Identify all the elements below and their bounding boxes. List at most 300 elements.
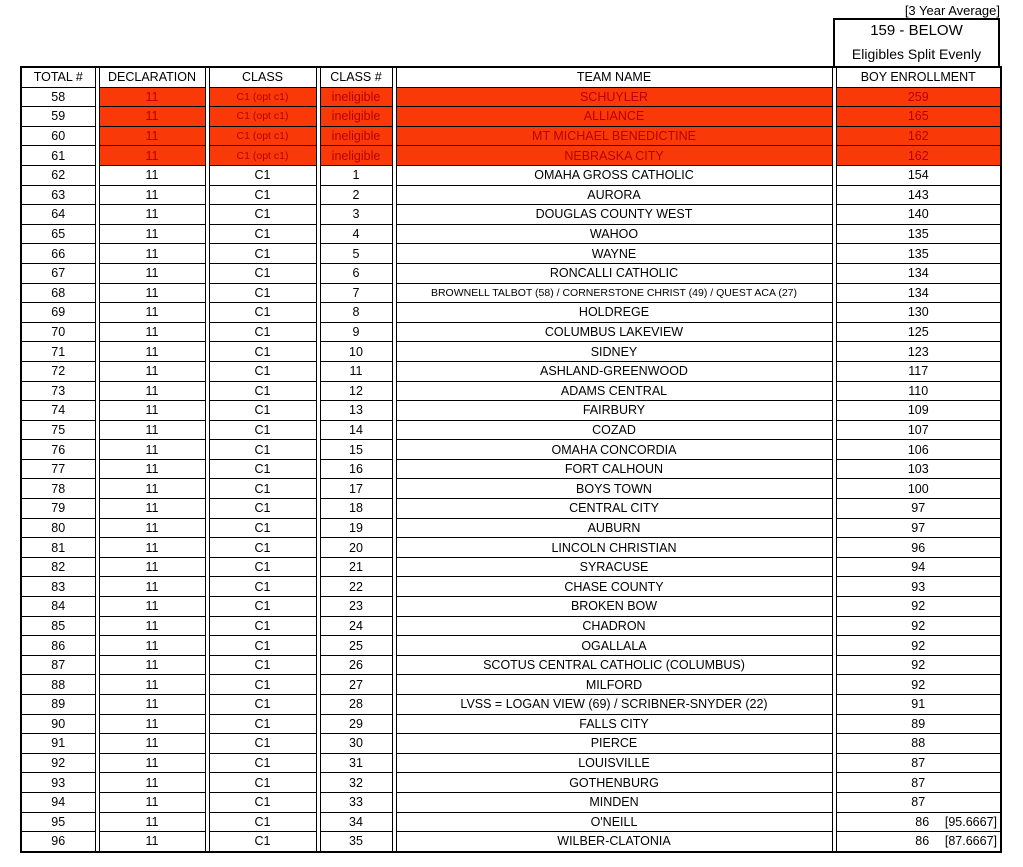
cell-boy-enrollment xyxy=(836,303,1001,323)
cell-declaration: 11 xyxy=(99,420,205,440)
cell-class: C1 xyxy=(209,420,316,440)
cell-class: C1 xyxy=(209,322,316,342)
cell-boy-enrollment xyxy=(836,205,1001,225)
cell-total: 78 xyxy=(21,479,95,499)
cell-boy-enrollment xyxy=(836,459,1001,479)
cell-class-number: 17 xyxy=(320,479,392,499)
cell-boy-enrollment xyxy=(836,440,1001,460)
cell-team-name: BOYS TOWN xyxy=(396,479,832,499)
cell-team-name: OGALLALA xyxy=(396,636,832,656)
cell-class: C1 (opt c1) xyxy=(209,87,316,107)
enrollment-value: 135 xyxy=(907,227,929,242)
cell-declaration: 11 xyxy=(99,695,205,715)
cell-class: C1 xyxy=(209,597,316,617)
cell-boy-enrollment xyxy=(836,734,1001,754)
cell-class-number: 3 xyxy=(320,205,392,225)
cell-total: 68 xyxy=(21,283,95,303)
enrollment-value: 123 xyxy=(907,344,929,359)
cell-total: 89 xyxy=(21,695,95,715)
table-row xyxy=(21,832,1001,852)
cell-class: C1 xyxy=(209,381,316,401)
table-row xyxy=(21,401,1001,421)
cell-team-name: O'NEILL xyxy=(396,812,832,832)
cell-class-number: 2 xyxy=(320,185,392,205)
cell-class: C1 (opt c1) xyxy=(209,107,316,127)
cell-declaration: 11 xyxy=(99,205,205,225)
cell-class: C1 xyxy=(209,577,316,597)
cell-total: 79 xyxy=(21,499,95,519)
cell-class-number: ineligible xyxy=(320,146,392,166)
cell-team-name: MINDEN xyxy=(396,792,832,812)
enrollment-value: 96 xyxy=(911,540,926,555)
cell-boy-enrollment xyxy=(836,107,1001,127)
cell-class-number: 13 xyxy=(320,401,392,421)
cell-total: 77 xyxy=(21,459,95,479)
cell-declaration: 11 xyxy=(99,381,205,401)
enrollment-value: 106 xyxy=(907,442,929,457)
cell-team-name: RONCALLI CATHOLIC xyxy=(396,263,832,283)
table-row xyxy=(21,695,1001,715)
enrollment-value: 89 xyxy=(911,716,926,731)
cell-team-name: SYRACUSE xyxy=(396,557,832,577)
enrollment-value: 86 xyxy=(915,814,930,829)
cell-total: 88 xyxy=(21,675,95,695)
cell-class: C1 xyxy=(209,361,316,381)
cell-declaration: 11 xyxy=(99,283,205,303)
cell-boy-enrollment xyxy=(836,224,1001,244)
cell-class-number: 31 xyxy=(320,753,392,773)
three-year-average-note: [3 Year Average] xyxy=(904,3,1000,18)
cell-total: 90 xyxy=(21,714,95,734)
enrollment-value: 97 xyxy=(911,520,926,535)
cell-declaration: 11 xyxy=(99,616,205,636)
enrollment-value: 117 xyxy=(908,364,929,379)
col-class: CLASS xyxy=(209,67,316,87)
cell-class-number: 4 xyxy=(320,224,392,244)
cell-declaration: 11 xyxy=(99,107,205,127)
table-row xyxy=(21,107,1001,127)
cell-boy-enrollment xyxy=(836,126,1001,146)
cell-total: 92 xyxy=(21,753,95,773)
cell-class: C1 xyxy=(209,244,316,264)
cell-boy-enrollment xyxy=(836,146,1001,166)
cell-class-number: 29 xyxy=(320,714,392,734)
cell-class: C1 xyxy=(209,263,316,283)
cell-class-number: 11 xyxy=(320,361,392,381)
cell-class-number: 23 xyxy=(320,597,392,617)
cell-boy-enrollment xyxy=(836,381,1001,401)
cell-total: 58 xyxy=(21,87,95,107)
table-row xyxy=(21,420,1001,440)
cell-declaration: 11 xyxy=(99,557,205,577)
table-row xyxy=(21,126,1001,146)
enrollment-average-note: [95.6667] xyxy=(944,814,997,829)
cell-declaration: 11 xyxy=(99,342,205,362)
cell-total: 76 xyxy=(21,440,95,460)
cell-class: C1 xyxy=(209,538,316,558)
cell-boy-enrollment xyxy=(836,401,1001,421)
cell-class-number: 28 xyxy=(320,695,392,715)
table-row xyxy=(21,655,1001,675)
cell-class-number: 33 xyxy=(320,792,392,812)
table-row xyxy=(21,381,1001,401)
cell-class-number: 8 xyxy=(320,303,392,323)
cell-total: 60 xyxy=(21,126,95,146)
cell-class-number: 20 xyxy=(320,538,392,558)
cell-team-name: HOLDREGE xyxy=(396,303,832,323)
enrollment-value: 87 xyxy=(911,756,926,771)
cell-boy-enrollment xyxy=(836,185,1001,205)
cell-class-number: 26 xyxy=(320,655,392,675)
cell-class: C1 xyxy=(209,734,316,754)
col-team-name: TEAM NAME xyxy=(396,67,832,87)
cell-class-number: ineligible xyxy=(320,107,392,127)
cell-boy-enrollment xyxy=(836,597,1001,617)
cell-boy-enrollment xyxy=(836,832,1001,852)
table-row xyxy=(21,812,1001,832)
cell-class-number: 6 xyxy=(320,263,392,283)
cell-boy-enrollment xyxy=(836,695,1001,715)
cell-class: C1 xyxy=(209,499,316,519)
cell-boy-enrollment xyxy=(836,342,1001,362)
enrollment-value: 94 xyxy=(911,560,926,575)
cell-team-name: SCOTUS CENTRAL CATHOLIC (COLUMBUS) xyxy=(396,655,832,675)
header-row xyxy=(21,67,1001,87)
cell-declaration: 11 xyxy=(99,675,205,695)
cell-total: 65 xyxy=(21,224,95,244)
cell-class-number: 32 xyxy=(320,773,392,793)
cell-declaration: 11 xyxy=(99,753,205,773)
cell-team-name: WAYNE xyxy=(396,244,832,264)
cell-team-name: LOUISVILLE xyxy=(396,753,832,773)
cell-total: 80 xyxy=(21,518,95,538)
cell-total: 96 xyxy=(21,832,95,852)
cell-total: 94 xyxy=(21,792,95,812)
cell-declaration: 11 xyxy=(99,499,205,519)
cell-boy-enrollment xyxy=(836,87,1001,107)
cell-total: 66 xyxy=(21,244,95,264)
cell-class-number: 24 xyxy=(320,616,392,636)
table-row xyxy=(21,734,1001,754)
cell-class-number: 16 xyxy=(320,459,392,479)
cell-team-name: ASHLAND-GREENWOOD xyxy=(396,361,832,381)
enrollment-value: 134 xyxy=(907,285,929,300)
cell-team-name: DOUGLAS COUNTY WEST xyxy=(396,205,832,225)
cell-boy-enrollment xyxy=(836,773,1001,793)
cell-team-name: BROKEN BOW xyxy=(396,597,832,617)
cell-boy-enrollment xyxy=(836,753,1001,773)
cell-team-name: OMAHA GROSS CATHOLIC xyxy=(396,165,832,185)
cell-class-number: 15 xyxy=(320,440,392,460)
cutoff-label: 159 - BELOW xyxy=(870,22,963,39)
enrollment-value: 91 xyxy=(911,697,926,712)
enrollment-value: 92 xyxy=(911,638,926,653)
col-boy-enrollment: BOY ENROLLMENT xyxy=(836,67,1001,87)
cell-boy-enrollment xyxy=(836,675,1001,695)
cell-total: 67 xyxy=(21,263,95,283)
cell-team-name: AURORA xyxy=(396,185,832,205)
cell-class: C1 (opt c1) xyxy=(209,146,316,166)
enrollment-value: 86 xyxy=(915,834,930,849)
cell-team-name: FALLS CITY xyxy=(396,714,832,734)
cell-declaration: 11 xyxy=(99,303,205,323)
cell-team-name: COLUMBUS LAKEVIEW xyxy=(396,322,832,342)
cell-class-number: 1 xyxy=(320,165,392,185)
table-row xyxy=(21,577,1001,597)
cell-team-name: FORT CALHOUN xyxy=(396,459,832,479)
table-row xyxy=(21,283,1001,303)
col-total: TOTAL # xyxy=(21,67,95,87)
cell-total: 86 xyxy=(21,636,95,656)
cell-boy-enrollment xyxy=(836,636,1001,656)
cell-declaration: 11 xyxy=(99,165,205,185)
cell-class: C1 (opt c1) xyxy=(209,126,316,146)
cell-class: C1 xyxy=(209,753,316,773)
table-row xyxy=(21,479,1001,499)
cell-class-number: 22 xyxy=(320,577,392,597)
enrollment-value: 88 xyxy=(911,736,926,751)
enrollment-average-note: [87.6667] xyxy=(944,834,997,849)
enrollment-value: 92 xyxy=(911,677,926,692)
cell-class-number: 19 xyxy=(320,518,392,538)
table-row xyxy=(21,499,1001,519)
cell-class: C1 xyxy=(209,812,316,832)
cell-declaration: 11 xyxy=(99,244,205,264)
table-row xyxy=(21,440,1001,460)
table-row xyxy=(21,616,1001,636)
table-row xyxy=(21,792,1001,812)
cell-team-name: CHADRON xyxy=(396,616,832,636)
cell-class-number: 14 xyxy=(320,420,392,440)
table-row xyxy=(21,303,1001,323)
enrollment-value: 107 xyxy=(907,422,929,437)
cell-team-name: OMAHA CONCORDIA xyxy=(396,440,832,460)
cell-class: C1 xyxy=(209,675,316,695)
cell-declaration: 11 xyxy=(99,146,205,166)
cell-boy-enrollment xyxy=(836,714,1001,734)
cell-class: C1 xyxy=(209,459,316,479)
cell-team-name: GOTHENBURG xyxy=(396,773,832,793)
cell-class: C1 xyxy=(209,283,316,303)
enrollment-value: 92 xyxy=(911,658,926,673)
cell-total: 74 xyxy=(21,401,95,421)
cell-declaration: 11 xyxy=(99,479,205,499)
table-row xyxy=(21,224,1001,244)
cell-team-name: MT MICHAEL BENEDICTINE xyxy=(396,126,832,146)
cell-boy-enrollment xyxy=(836,792,1001,812)
table-row xyxy=(21,636,1001,656)
cell-class: C1 xyxy=(209,832,316,852)
cell-class: C1 xyxy=(209,714,316,734)
enrollment-header-box xyxy=(833,18,1000,66)
table-row xyxy=(21,597,1001,617)
cell-class: C1 xyxy=(209,401,316,421)
cell-class-number: ineligible xyxy=(320,126,392,146)
cell-total: 93 xyxy=(21,773,95,793)
cell-total: 84 xyxy=(21,597,95,617)
cell-declaration: 11 xyxy=(99,87,205,107)
cell-team-name: LVSS = LOGAN VIEW (69) / SCRIBNER-SNYDER (22) xyxy=(396,695,832,715)
cell-class: C1 xyxy=(209,557,316,577)
enrollment-value: 162 xyxy=(907,148,929,163)
cell-total: 72 xyxy=(21,361,95,381)
cell-class-number: 12 xyxy=(320,381,392,401)
cell-team-name: SCHUYLER xyxy=(396,87,832,107)
cell-total: 82 xyxy=(21,557,95,577)
cell-boy-enrollment xyxy=(836,538,1001,558)
table-row xyxy=(21,87,1001,107)
enrollment-value: 165 xyxy=(907,109,929,124)
cell-total: 62 xyxy=(21,165,95,185)
enrollment-value: 143 xyxy=(907,187,929,202)
enrollment-value: 87 xyxy=(911,795,926,810)
cell-class: C1 xyxy=(209,185,316,205)
cell-boy-enrollment xyxy=(836,263,1001,283)
cell-total: 71 xyxy=(21,342,95,362)
enrollment-value: 109 xyxy=(907,403,929,418)
cell-class-number: ineligible xyxy=(320,87,392,107)
col-declaration: DECLARATION xyxy=(99,67,205,87)
cell-declaration: 11 xyxy=(99,518,205,538)
cell-declaration: 11 xyxy=(99,440,205,460)
table-row xyxy=(21,518,1001,538)
table-row xyxy=(21,244,1001,264)
cell-boy-enrollment xyxy=(836,499,1001,519)
enrollment-value: 100 xyxy=(907,481,929,496)
cell-team-name: ALLIANCE xyxy=(396,107,832,127)
cell-boy-enrollment xyxy=(836,322,1001,342)
cell-class-number: 30 xyxy=(320,734,392,754)
cell-class-number: 21 xyxy=(320,557,392,577)
cell-declaration: 11 xyxy=(99,597,205,617)
cell-total: 87 xyxy=(21,655,95,675)
cell-declaration: 11 xyxy=(99,361,205,381)
cell-team-name: MILFORD xyxy=(396,675,832,695)
cell-team-name: BROWNELL TALBOT (58) / CORNERSTONE CHRIST (49) / QUEST ACA (27) xyxy=(396,283,832,303)
table-row xyxy=(21,753,1001,773)
cell-total: 83 xyxy=(21,577,95,597)
cell-class: C1 xyxy=(209,616,316,636)
cell-class-number: 27 xyxy=(320,675,392,695)
table-row xyxy=(21,459,1001,479)
cell-class: C1 xyxy=(209,303,316,323)
cell-boy-enrollment xyxy=(836,420,1001,440)
cell-team-name: SIDNEY xyxy=(396,342,832,362)
col-class-number: CLASS # xyxy=(320,67,392,87)
cell-boy-enrollment xyxy=(836,479,1001,499)
split-label: Eligibles Split Evenly xyxy=(851,46,982,62)
cell-declaration: 11 xyxy=(99,792,205,812)
cell-declaration: 11 xyxy=(99,655,205,675)
cell-team-name: FAIRBURY xyxy=(396,401,832,421)
cell-declaration: 11 xyxy=(99,459,205,479)
cell-class: C1 xyxy=(209,773,316,793)
cell-boy-enrollment xyxy=(836,577,1001,597)
enrollment-value: 87 xyxy=(911,775,926,790)
cell-boy-enrollment xyxy=(836,655,1001,675)
table-row xyxy=(21,185,1001,205)
enrollment-value: 259 xyxy=(907,89,929,104)
cell-class-number: 5 xyxy=(320,244,392,264)
cell-class-number: 25 xyxy=(320,636,392,656)
cell-declaration: 11 xyxy=(99,812,205,832)
enrollment-value: 92 xyxy=(911,599,926,614)
table-row xyxy=(21,714,1001,734)
enrollment-value: 97 xyxy=(911,501,926,516)
table-row xyxy=(21,557,1001,577)
cell-declaration: 11 xyxy=(99,126,205,146)
cell-declaration: 11 xyxy=(99,577,205,597)
cell-boy-enrollment xyxy=(836,616,1001,636)
cell-declaration: 11 xyxy=(99,832,205,852)
cell-total: 63 xyxy=(21,185,95,205)
enrollment-value: 134 xyxy=(907,266,929,281)
table-row xyxy=(21,263,1001,283)
cell-declaration: 11 xyxy=(99,773,205,793)
cell-class: C1 xyxy=(209,655,316,675)
cell-declaration: 11 xyxy=(99,538,205,558)
enrollment-value: 125 xyxy=(907,325,929,340)
enrollment-value: 162 xyxy=(907,129,929,144)
cell-team-name: PIERCE xyxy=(396,734,832,754)
cell-total: 64 xyxy=(21,205,95,225)
cell-declaration: 11 xyxy=(99,734,205,754)
enrollment-value: 135 xyxy=(907,246,929,261)
cell-class: C1 xyxy=(209,636,316,656)
cell-class-number: 10 xyxy=(320,342,392,362)
cell-team-name: NEBRASKA CITY xyxy=(396,146,832,166)
table-row xyxy=(21,675,1001,695)
cell-team-name: ADAMS CENTRAL xyxy=(396,381,832,401)
cell-class-number: 34 xyxy=(320,812,392,832)
cell-total: 91 xyxy=(21,734,95,754)
cell-declaration: 11 xyxy=(99,224,205,244)
cell-declaration: 11 xyxy=(99,322,205,342)
cell-team-name: COZAD xyxy=(396,420,832,440)
cell-total: 75 xyxy=(21,420,95,440)
cell-class: C1 xyxy=(209,165,316,185)
table-row xyxy=(21,342,1001,362)
cell-declaration: 11 xyxy=(99,263,205,283)
cell-team-name: LINCOLN CHRISTIAN xyxy=(396,538,832,558)
cell-boy-enrollment xyxy=(836,812,1001,832)
cell-boy-enrollment xyxy=(836,244,1001,264)
table-row xyxy=(21,361,1001,381)
cell-total: 70 xyxy=(21,322,95,342)
cell-declaration: 11 xyxy=(99,636,205,656)
cell-class-number: 9 xyxy=(320,322,392,342)
cell-boy-enrollment xyxy=(836,283,1001,303)
table-row xyxy=(21,538,1001,558)
enrollment-value: 110 xyxy=(908,383,929,398)
cell-class: C1 xyxy=(209,224,316,244)
cell-team-name: WILBER-CLATONIA xyxy=(396,832,832,852)
cell-total: 59 xyxy=(21,107,95,127)
table-row xyxy=(21,146,1001,166)
cell-boy-enrollment xyxy=(836,518,1001,538)
cell-class-number: 7 xyxy=(320,283,392,303)
cell-boy-enrollment xyxy=(836,361,1001,381)
cell-total: 95 xyxy=(21,812,95,832)
table-body xyxy=(21,87,1001,852)
cell-team-name: AUBURN xyxy=(396,518,832,538)
cell-boy-enrollment xyxy=(836,165,1001,185)
cell-total: 61 xyxy=(21,146,95,166)
cell-declaration: 11 xyxy=(99,185,205,205)
cell-team-name: CENTRAL CITY xyxy=(396,499,832,519)
cell-class: C1 xyxy=(209,440,316,460)
enrollment-value: 140 xyxy=(907,207,929,222)
